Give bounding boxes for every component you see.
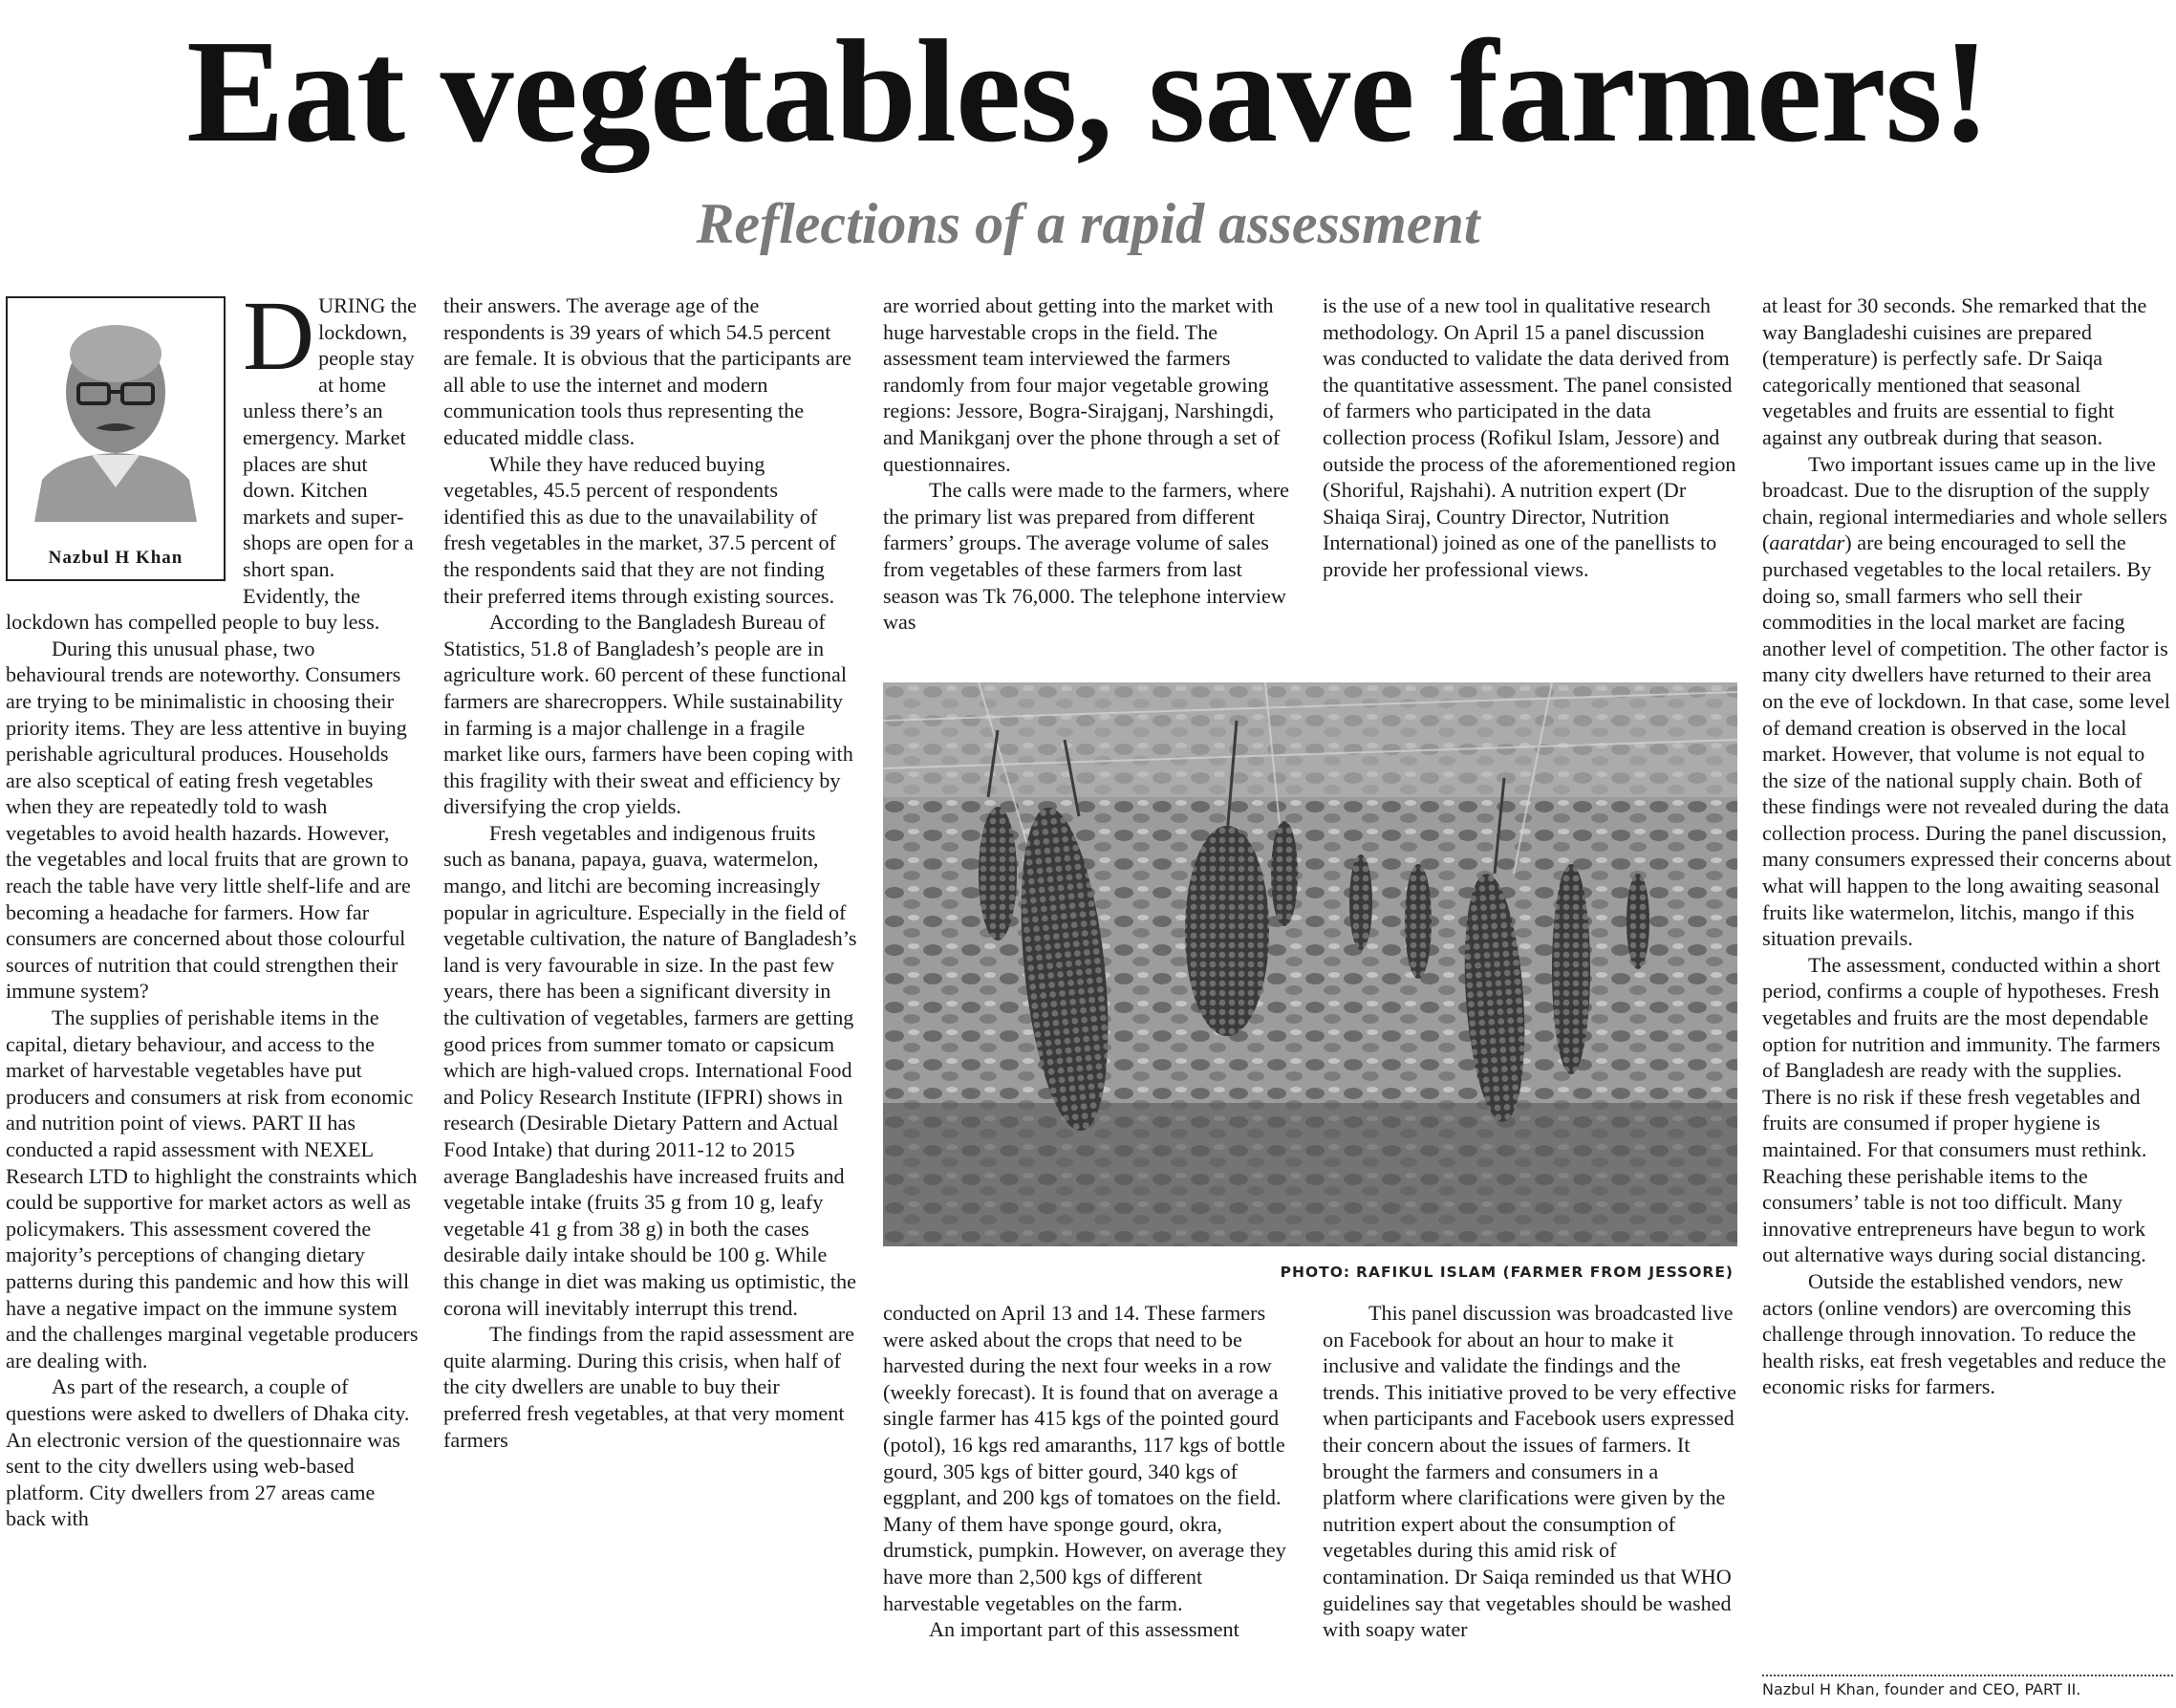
article-paragraph: The calls were made to the farmers, where the primary list was prepared from different farmers’ groups. The average volume of sales from vegetables of these farmers from last season was Tk 76,000. The telephone interview was	[883, 478, 1290, 635]
article-column-4-bottom	[1323, 1300, 1736, 1707]
footer-divider	[1762, 1675, 2173, 1676]
article-paragraph: conducted on April 13 and 14. These farmers were asked about the crops that need to be harvested during the next four weeks in a row (weekly forecast). It is found that on average a single farmer has 415 kgs of the pointed gourd (potol), 16 kgs red amaranths, 117 kgs of bottle gourd, 305 kgs of bitter gourd, 340 kgs of eggplant, and 200 kgs of tomatoes on the field. Many of them have sponge gourd, okra, drumstick, pumpkin. However, on average they have more than 2,500 kgs of different harvestable vegetables on the farm.	[883, 1301, 1286, 1615]
author-photo-box	[6, 296, 226, 581]
photo-credit-name: RAFIKUL ISLAM (FARMER FROM JESSORE)	[1356, 1264, 1734, 1281]
paragraph-text: Two important issues came up in the live broadcast. Due to the disruption of the supply chain, regional intermediaries and whole sellers (	[1762, 451, 2167, 555]
subheadline: Reflections of a rapid assessment	[696, 192, 1480, 255]
author-portrait	[25, 312, 206, 522]
article-column-5	[1762, 292, 2173, 1669]
article-paragraph: An important part of this assessment	[929, 1617, 1239, 1642]
author-footnote: Nazbul H Khan, founder and CEO, PART II.	[1762, 1680, 2081, 1698]
article-paragraph: Fresh vegetables and indigenous fruits such as banana, papaya, guava, watermelon, mango, and litchi are becoming increasingly popular in agriculture. Especially in the field of vegetable cultivation, the nature of Bangladesh’s land is very favourable in size. In the past few years, there has been a significant diversity in the cultivation of vegetables, farmers are getting good prices from summer tomato or capsicum which are high-valued crops. International Food and Policy Research Institute (IFPRI) shows in research (Desirable Dietary Pattern and Actual Food Intake) that during 2011-12 to 2015 average Bangladeshis have increased fruits and vegetable intake (fruits 35 g from 10 g, leafy vegetable 41 g from 38 g) in both the cases desirable daily intake should be 100 g. While this change in diet was making us optimistic, the corona will inevitably interrupt this trend.	[443, 820, 857, 1320]
paragraph-text: URING the lockdown, people stay at home unless there’s an emergency. Market places are shut down. Kitchen markets and super-shops are open for a short span. Evidently, the lockdown has compelled people to buy less.	[6, 293, 418, 635]
article-column-2	[443, 292, 857, 1705]
photo-credit	[883, 1264, 1734, 1281]
article-paragraph	[1762, 451, 2173, 952]
article-column-4-top	[1323, 292, 1736, 665]
paragraph-text: ) are being encouraged to sell the purchased vegetables to the local retailers. By doing so, small farmers who sell their commodities in the local market are facing another level of competition. The other factor is many city dwellers have returned to their area on the eve of lockdown. In that case, some level of demand creation is observed in the local market. However, that volume is not equal to the size of the national supply chain. Both of these findings were not revealed during the data collection process. During the panel discussion, many consumers expressed their concerns about what will happen to the long awaiting seasonal fruits like watermelon, litchis, mango if this situation prevails.	[1762, 530, 2172, 951]
article-paragraph: The findings from the rapid assessment are quite alarming. During this crisis, when half of the city dwellers are unable to buy their preferred fresh vegetables, at that very moment farmers	[443, 1322, 855, 1452]
article-column-3-top	[883, 292, 1297, 665]
bitter-gourd-photo	[883, 682, 1737, 1246]
italic-term: aaratdar	[1769, 530, 1845, 555]
article-paragraph: The supplies of perishable items in the capital, dietary behaviour, and access to the market of harvestable vegetables have put producers and consumers at risk from economic and nutrition point of views. PART II has conducted a rapid assessment with NEXEL Research LTD to highlight the constraints which could be supportive for market actors as well as policymakers. This assessment covered the majority’s perceptions of changing dietary patterns during this pandemic and how this will have a negative impact on the immune system and the challenges marginal vegetable producers are dealing with.	[6, 1005, 419, 1373]
article-paragraph: The assessment, conducted within a short period, confirms a couple of hypotheses. Fresh vegetables and fruits are the most dependable option for nutrition and immunity. The farmers of Bangladesh are ready with the supplies. There is no risk if these fresh vegetables and fruits are consumed if proper hygiene is maintained. For that consumers must rethink. Reaching these perishable items to the consumers’ table is not too difficult. Many innovative entrepreneurs have begun to work out alternative ways during social distancing.	[1762, 952, 2161, 1267]
article-paragraph: As part of the research, a couple of questions were asked to dwellers of Dhaka city. An electronic version of the questionnaire was sent to the city dwellers using web-based platform. City dwellers from 27 areas came back with	[6, 1374, 410, 1531]
article-paragraph: This panel discussion was broadcasted live on Facebook for about an hour to make it inclusive and validate the findings and the trends. This initiative proved to be very effective when participants and Facebook users expressed their concern about the issues of farmers. It brought the farmers and consumers in a platform where clarifications were given by the nutrition expert about the consumption of vegetables during this amid risk of contamination. Dr Saiqa reminded us that WHO guidelines say that vegetables should be washed with soapy water	[1323, 1301, 1736, 1642]
photo-credit-label: PHOTO:	[1280, 1264, 1351, 1281]
article-paragraph: at least for 30 seconds. She remarked that the way Bangladeshi cuisines are prepared (temperature) is perfectly safe. Dr Saiqa categorically mentioned that seasonal vegetables and fruits are essential to fight against any outbreak during that season.	[1762, 293, 2147, 449]
article-column-1	[6, 292, 420, 1705]
article-paragraph: is the use of a new tool in qualitative research methodology. On April 15 a panel discussion was conducted to validate the data derived from the quantitative assessment. The panel consisted of farmers who participated in the data collection process (Rofikul Islam, Jessore) and outside the process of the aforementioned region (Shoriful, Rajshahi). A nutrition expert (Dr Shaiqa Siraj, Country Director, Nutrition International) joined as one of the panellists to provide her professional views.	[1323, 293, 1736, 581]
photo-illustration	[883, 682, 1737, 1246]
article-paragraph: Outside the established vendors, new actors (online vendors) are overcoming this challenge through innovation. To reduce the health risks, eat fresh vegetables and reduce the economic risks for farmers.	[1762, 1268, 2166, 1399]
article-column-3-bottom	[883, 1300, 1297, 1707]
article-paragraph: their answers. The average age of the respondents is 39 years of which 54.5 percent are female. It is obvious that the participants are all able to use the internet and modern communication tools thus representing the educated middle class.	[443, 293, 851, 449]
author-name: Nazbul H Khan	[48, 548, 183, 568]
drop-cap: D	[243, 292, 315, 391]
article-paragraph: are worried about getting into the market with huge harvestable crops in the field. The assessment team interviewed the farmers randomly from four major vegetable growing regions: Jessore, Bogra-Sirajganj, Narshingdi, and Manikganj over the phone through a set of questionnaires.	[883, 293, 1281, 476]
article-paragraph: While they have reduced buying vegetables, 45.5 percent of respondents identified this as due to the unavailability of fresh vegetables in the market, 37.5 percent of the respondents said that they are not finding their preferred items through existing sources.	[443, 451, 836, 608]
article-paragraph: According to the Bangladesh Bureau of Statistics, 51.8 of Bangladesh’s people are in agriculture work. 60 percent of these functional farmers are sharecroppers. While sustainability in farming is a major challenge in a fragile market like ours, farmers have been coping with this fragility with their sweat and efficiency by diversifying the crop yields.	[443, 610, 853, 819]
article-paragraph: During this unusual phase, two behavioural trends are noteworthy. Consumers are trying to be minimalistic in choosing their priority items. They are less attentive in buying perishable agricultural produces. Households are also sceptical of eating fresh vegetables when they are repeatedly told to wash vegetables to avoid health hazards. However, the vegetables and local fruits that are grown to reach the table have very little shelf-life and are becoming a headache for farmers. How far consumers are concerned about those colourful sources of nutrition that could strengthen their immune system?	[6, 636, 411, 1004]
headline: Eat vegetables, save farmers!	[186, 11, 1990, 173]
